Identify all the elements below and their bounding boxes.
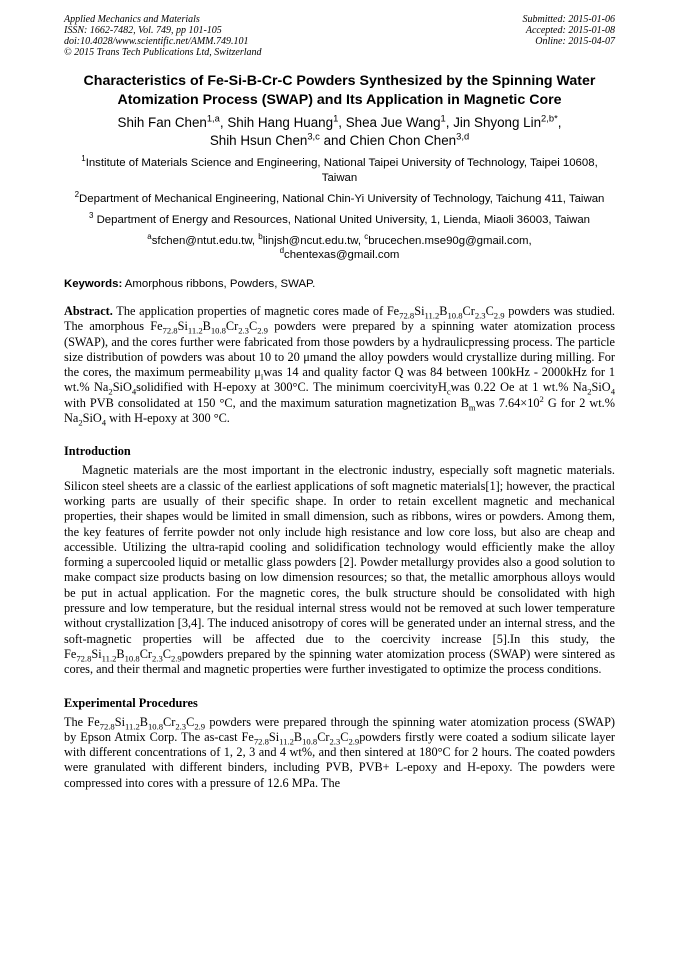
section-heading-introduction: Introduction	[64, 444, 131, 459]
affiliation-3: $^3$ Department of Energy and Resources, National United University, 1, Lienda, Miaoli 36003, Taiwan	[88, 211, 591, 226]
journal-info: Applied Mechanics and Materials ISSN: 1662-7482, Vol. 749, pp 101-105 doi:10.4028/www.scientific.net/AMM.749.101 © 2015 Trans Tech Publications Ltd, Switzerland	[64, 14, 262, 58]
section-heading-experimental: Experimental Procedures	[64, 695, 198, 710]
paper-page	[64, 14, 615, 791]
author-list: Shih Fan Chen$^{1,a}$, Shih Hang Huang$^1$, Shea Jue Wang$^1$, Jin Shyong Lin$^{2,b*}$, Shih Hsun Chen$^{3,c}$ and Chien Chon Chen$^{3,d}$	[117, 113, 562, 148]
journal-header	[64, 14, 615, 58]
experimental-text: The $Fe_{72.8}Si_{11.2}B_{10.8}Cr_{2.3}C_{2.9}$ powders were prepared through the spinning water atomization process (SWAP) by Epson Atmix Corp. The as-cast $Fe_{72.8}Si_{11.2}B_{10.8}Cr_{2.3}C_{2.9}powders$ firstly were coated a sodium silicate layer with different concentrations of 1, 2, 3 and 4 wt%, and then sintered at 180°C for 2 hours. The coated powders were granulated with different binders, including PVB, PVB+ L-epoxy and H-epoxy. The powders were compressed into cores with a pressure of 12.6 MPa. The	[64, 714, 615, 790]
affiliation-1: $^1$Institute of Materials Science and Engineering, National Taipei University of Technology, Taipei 10608, Taiwan	[81, 154, 598, 184]
dates-info: Submitted: 2015-01-06 Accepted: 2015-01-08 Online: 2015-04-07	[522, 14, 615, 47]
introduction-text: Magnetic materials are the most important in the electronic industry, especially soft magnetic materials. Silicon steel sheets are a classic of the earliest applications of soft magnetic materials[1]; however, the practical working parts are usually of their specific shape. In order to retain excellent magnetic and mechanical properties, their shapes would be limited in small dimension, such as ribbons, wires or powders. Among them, the key features of ferrite powder not only include high resistance and low core loss, but also are cheap and accessible. Utilizing the ultra-rapid cooling and solidification technology would efficiently make the alloy forming a supercooled liquid or metallic glass powders [2]. Powder metallurgy provides also a good solution to make compact size products basing on low dimension resources; so that, the metallic amorphous alloys would be put in actual application. For the magnetic cores, the bulk structure should be consolidated with high pressure and low temperature, but the residual internal stress would not be removed at such lower temperature without crystallization [3,4]. The induced anisotropy of cores will be generated under an internal stress, and the soft-magnetic properties will be affected due to the coercivity increase [5].In this study, the $Fe_{72.8}Si_{11.2}B_{10.8}Cr_{2.3}C_{2.9}powders$ prepared by the spinning water atomization process (SWAP) were sintered as cores, and their thermal and magnetic properties were further investigated to optimize the process conditions.	[64, 463, 615, 677]
author-emails: $^a$sfchen@ntut.edu.tw, $^b$linjsh@ncut.edu.tw, $^c$brucechen.mse90g@gmail.com, $^d$chentexas@gmail.com	[147, 232, 532, 261]
abstract: Abstract. The application properties of magnetic cores made of $Fe_{72.8}Si_{11.2}B_{10.8}Cr_{2.3}C_{2.9}$ powders was studied. The amorphous $Fe_{72.8}Si_{11.2}B_{10.8}Cr_{2.3}C_{2.9}$ powders were prepared by a spinning water atomization process (SWAP), and the cores further were fabricated from those powders by a hydraulicpressing process. The particle size distribution of powders was about 10 to 20 μmand the alloy powders would crystallize during milling. For the cores, the maximum permeability $\mu_iwas$ 14 and quality factor Q was 84 between 100kHz - 2000kHz for 1 wt.% $Na_2SiO_4solidified$ with H-epoxy at 300°C. The minimum coercivityH$_c$was 0.22 Oe at 1 wt.% $Na_2SiO_4$ with PVB consolidated at 150 °C, and the maximum saturation magnetization $B_mwas$ $7.64\times 10^2$ G for 2 wt.% $Na_2SiO_4$ with H-epoxy at 300 °C.	[64, 304, 616, 428]
affiliation-2: $^2$Department of Mechanical Engineering, National Chin-Yi University of Technology, Taichung 411, Taiwan	[74, 190, 605, 205]
paper-title: Characteristics of Fe-Si-B-Cr-C Powders Synthesized by the Spinning Water Atomization Process (SWAP) and Its Application in Magnetic Core	[83, 73, 596, 108]
keywords: Keywords: Amorphous ribbons, Powders, SWAP.	[64, 278, 316, 290]
